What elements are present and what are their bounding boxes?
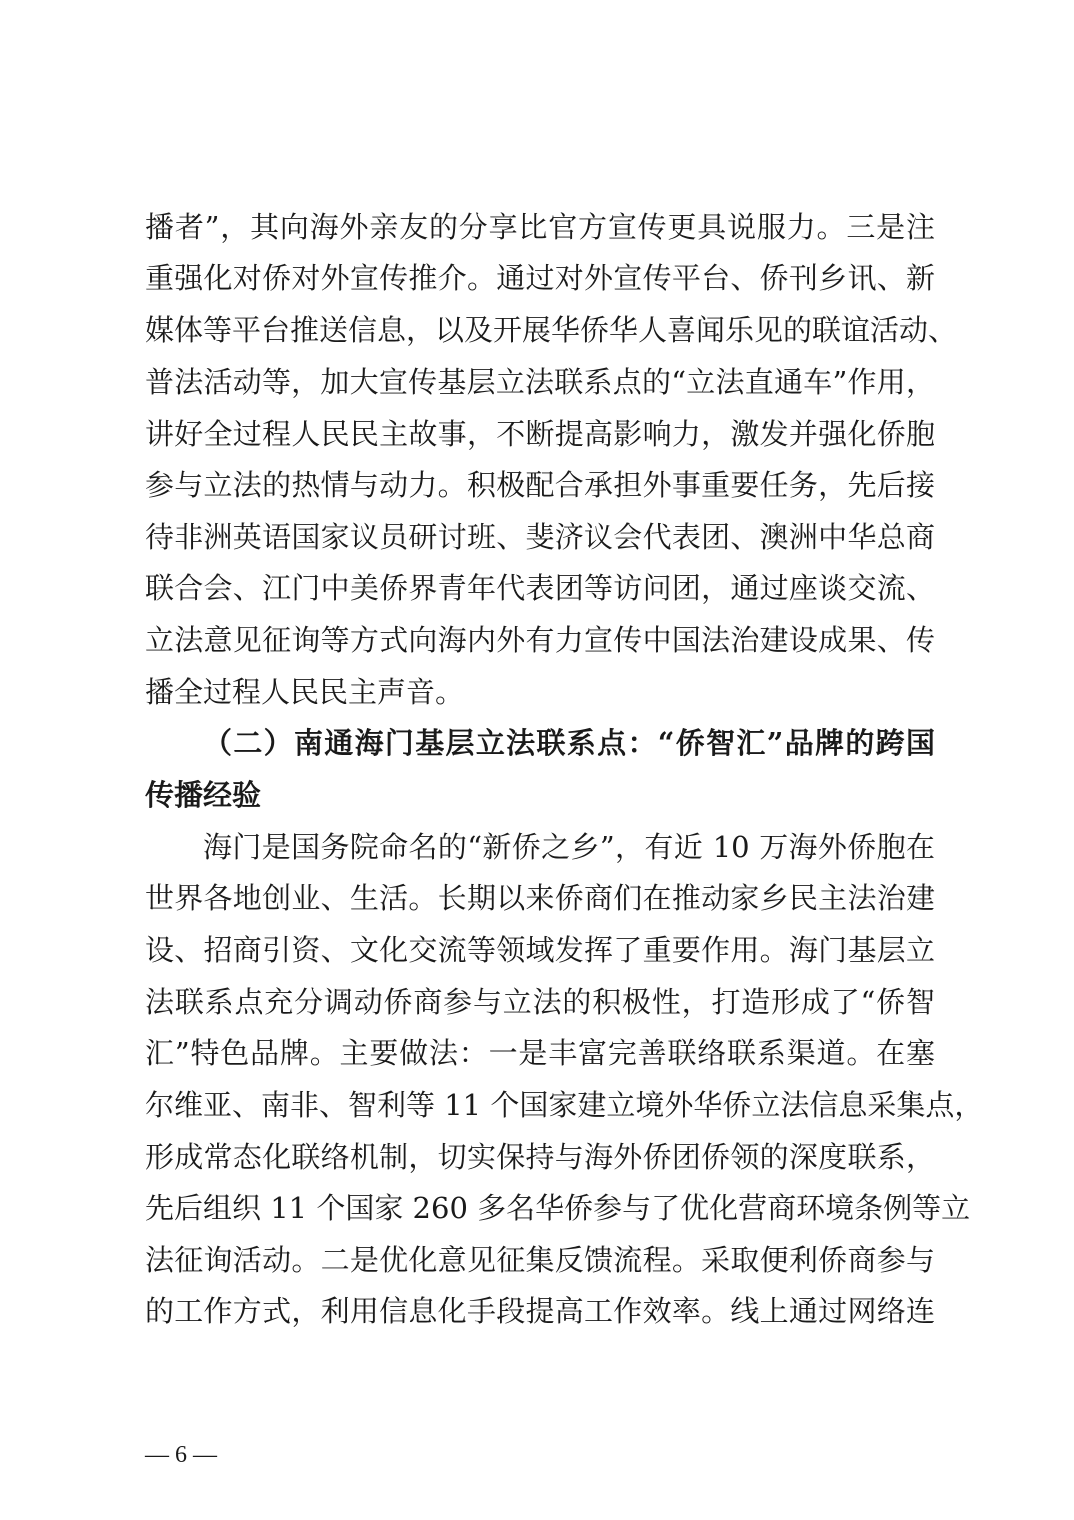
paragraph-line: 立法意见征询等方式向海内外有力宣传中国法治建设成果、传 xyxy=(145,623,935,657)
paragraph-line: 尔维亚、南非、智利等 11 个国家建立境外华侨立法信息采集点， xyxy=(145,1088,984,1122)
page-number: — 6 — xyxy=(145,1442,217,1468)
section-heading: （二）南通海门基层立法联系点：“侨智汇”品牌的跨国 xyxy=(203,726,935,760)
paragraph-line: 播者”，其向海外亲友的分享比官方宣传更具说服力。三是注 xyxy=(145,210,935,244)
paragraph-line: 形成常态化联络机制，切实保持与海外侨团侨领的深度联系， xyxy=(145,1140,935,1174)
paragraph-line: 汇”特色品牌。主要做法：一是丰富完善联络联系渠道。在塞 xyxy=(145,1036,935,1070)
paragraph-line: 重强化对侨对外宣传推介。通过对外宣传平台、侨刊乡讯、新 xyxy=(145,261,935,295)
paragraph-line: 普法活动等，加大宣传基层立法联系点的“立法直通车”作用， xyxy=(145,365,935,399)
paragraph-line: 海门是国务院命名的“新侨之乡”，有近 10 万海外侨胞在 xyxy=(203,830,935,864)
paragraph-line: 参与立法的热情与动力。积极配合承担外事重要任务，先后接 xyxy=(145,468,935,502)
paragraph-line: 先后组织 11 个国家 260 多名华侨参与了优化营商环境条例等立 xyxy=(145,1191,971,1225)
paragraph-line: 播全过程人民民主声音。 xyxy=(145,675,465,709)
paragraph-line: 讲好全过程人民民主故事，不断提高影响力，激发并强化侨胞 xyxy=(145,417,935,451)
paragraph-line: 的工作方式，利用信息化手段提高工作效率。线上通过网络连 xyxy=(145,1294,935,1328)
paragraph-line: 待非洲英语国家议员研讨班、斐济议会代表团、澳洲中华总商 xyxy=(145,520,935,554)
paragraph-line: 设、招商引资、文化交流等领域发挥了重要作用。海门基层立 xyxy=(145,933,935,967)
paragraph-line: 世界各地创业、生活。长期以来侨商们在推动家乡民主法治建 xyxy=(145,881,935,915)
paragraph-line: 媒体等平台推送信息，以及开展华侨华人喜闻乐见的联谊活动、 xyxy=(145,313,958,347)
paragraph-line: 联合会、江门中美侨界青年代表团等访问团，通过座谈交流、 xyxy=(145,571,935,605)
section-heading: 传播经验 xyxy=(145,778,262,812)
paragraph-line: 法联系点充分调动侨商参与立法的积极性，打造形成了“侨智 xyxy=(145,985,935,1019)
paragraph-line: 法征询活动。二是优化意见征集反馈流程。采取便利侨商参与 xyxy=(145,1243,935,1277)
